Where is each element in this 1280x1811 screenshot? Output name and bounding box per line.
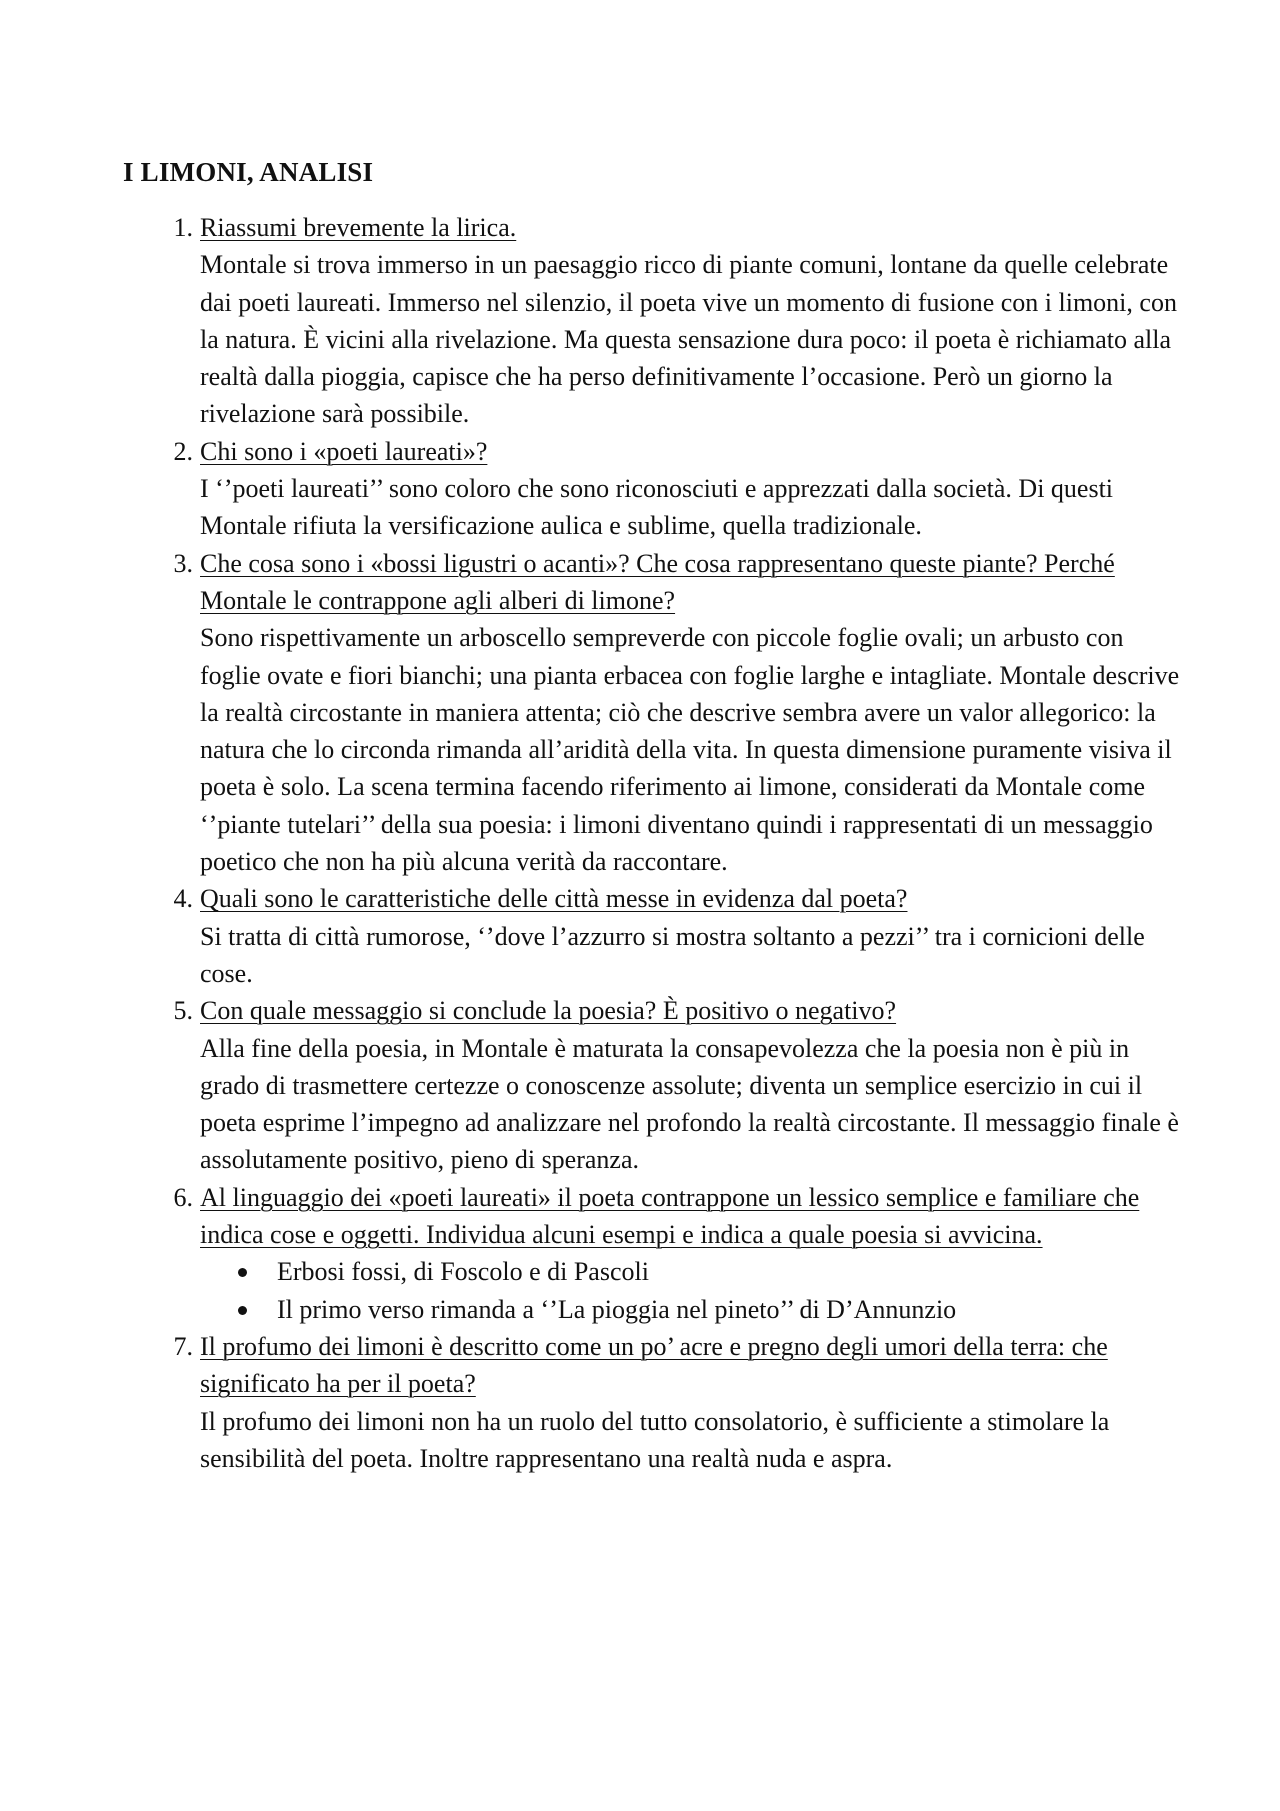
question-item-6 [173, 1179, 1180, 1328]
example-item [200, 1291, 1180, 1328]
question-item-2 [173, 433, 1180, 545]
question-item-4 [173, 880, 1180, 992]
answer-text: I ‘’poeti laureati’’ sono coloro che sono riconosciuti e apprezzati dalla società. Di questi Montale rifiuta la versificazione aulica e sublime, quella tradizionale. [200, 474, 1114, 541]
bullet-icon [238, 1268, 247, 1277]
question-item-1 [173, 209, 1180, 433]
question-number: 3. [173, 548, 193, 578]
question-text: Riassumi brevemente la lirica. [200, 213, 517, 242]
answer-text: Si tratta di città rumorose, ‘’dove l’azzurro si mostra soltanto a pezzi’’ tra i cornicioni delle cose. [200, 921, 1145, 988]
question-number: 7. [173, 1331, 193, 1361]
example-text: Il primo verso rimanda a ‘’La pioggia nel pineto’’ di D’Annunzio [277, 1294, 957, 1324]
example-item [200, 1253, 1180, 1290]
question-item-5 [173, 992, 1180, 1178]
question-item-7 [173, 1328, 1180, 1477]
question-number: 2. [173, 436, 193, 466]
question-text: Il profumo dei limoni è descritto come un po’ acre e pregno degli umori della terra: che significato ha per il poeta? [200, 1331, 1108, 1399]
question-text: Quali sono le caratteristiche delle città messe in evidenza dal poeta? [200, 884, 908, 914]
question-number: 6. [173, 1182, 193, 1212]
answer-text: Alla fine della poesia, in Montale è maturata la consapevolezza che la poesia non è più in grado di trasmettere certezze o conoscenze assolute; diventa un semplice esercizio in cui il poeta esprime l’impegno ad analizzare nel profondo la realtà circostante. Il messaggio finale è assolutamente positivo, pieno di speranza. [200, 1033, 1179, 1175]
answer-text: Sono rispettivamente un arboscello sempreverde con piccole foglie ovali; un arbusto con foglie ovate e fiori bianchi; una pianta erbacea con foglie larghe e intagliate. Montale descrive la realtà circostante in maniera attenta; ciò che descrive sembra avere un valor allegorico: la natura che lo circonda rimanda all’aridità della vita. In questa dimensione puramente visiva il poeta è solo. La scena termina facendo riferimento ai limone, considerati da Montale come ‘’piante tutelari’’ della sua poesia: i limoni diventano quindi i rappresentati di un messaggio poetico che non ha più alcuna verità da raccontare. [200, 623, 1180, 877]
question-text: Al linguaggio dei «poeti laureati» il poeta contrappone un lessico semplice e familiare che indica cose e oggetti. Individua alcuni esempi e indica a quale poesia si avvicina. [200, 1182, 1140, 1250]
question-number: 1. [173, 213, 193, 242]
bullet-icon [238, 1306, 247, 1315]
question-text: Con quale messaggio si conclude la poesia? È positivo o negativo? [200, 996, 897, 1026]
example-text: Erbosi fossi, di Foscolo e di Pascoli [277, 1257, 649, 1287]
answer-text: Montale si trova immerso in un paesaggio ricco di piante comuni, lontane da quelle celebrate dai poeti laureati. Immerso nel silenzio, il poeta vive un momento di fusione con i limoni, con la natura. È vicini alla rivelazione. Ma questa sensazione dura poco: il poeta è richiamato alla realtà dalla pioggia, capisce che ha perso definitivamente l’occasione. Però un giorno la rivelazione sarà possibile. [200, 250, 1177, 429]
example-list [200, 1253, 1180, 1328]
question-text: Che cosa sono i «bossi ligustri o acanti»? Che cosa rappresentano queste piante? Perché Montale le contrappone agli alberi di limone? [200, 548, 1115, 615]
answer-text: Il profumo dei limoni non ha un ruolo del tutto consolatorio, è sufficiente a stimolare la sensibilità del poeta. Inoltre rappresentano una realtà nuda e aspra. [200, 1406, 1110, 1473]
question-text: Chi sono i «poeti laureati»? [200, 436, 488, 466]
question-number: 4. [173, 884, 193, 914]
question-list [173, 209, 1180, 1477]
question-number: 5. [173, 996, 193, 1026]
question-item-3 [173, 545, 1180, 881]
document-title: I LIMONI, ANALISI [123, 157, 374, 187]
